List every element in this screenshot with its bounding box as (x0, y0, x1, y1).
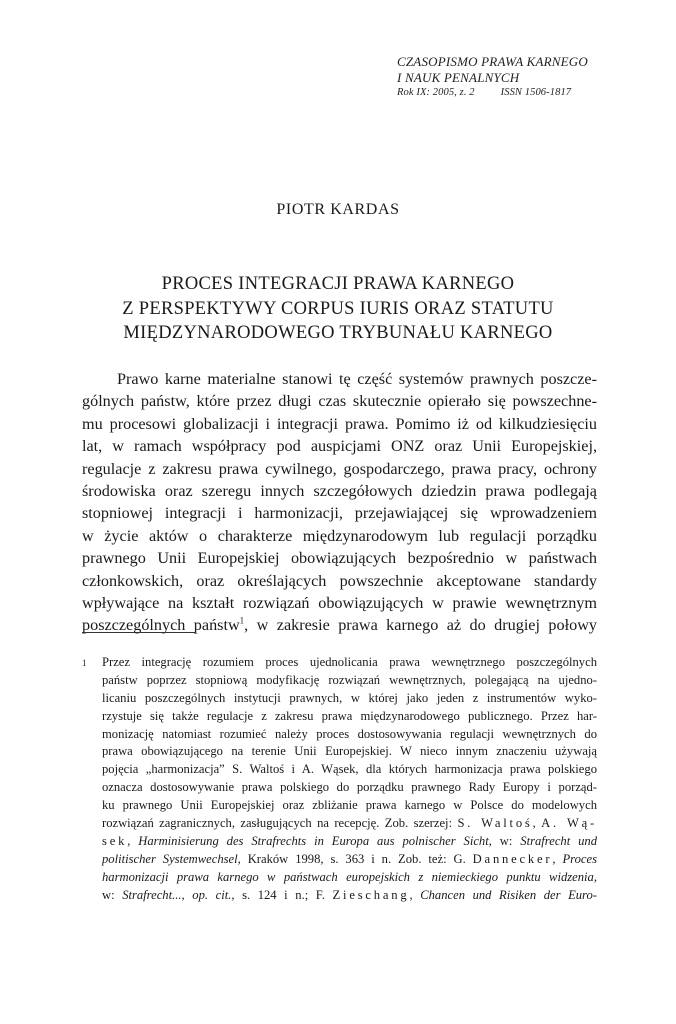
body-text-segment: , w zakresie prawa karnego aż do drugiej połowy (244, 616, 597, 635)
footnote-line (82, 851, 597, 869)
footnote-line: pojęcia „harmonizacja” S. Waltoś i A. Wąsek, dla których harmonizacja prawa polskiego (102, 762, 597, 777)
body-line: prawnego Unii Europejskiej obowiązujących bezpośrednio w państwach (82, 549, 597, 568)
body-line-last (82, 614, 597, 636)
footnote-line: licaniu poszczególnych instytucji prawnych, w której jako jeden z instrumentów wyko- (102, 690, 597, 705)
footnote-text-segment: , (127, 833, 139, 848)
footnote-number: 1 (82, 658, 87, 668)
footnote-line: państw poprzez stopniową modyfikację rozwiązań wewnętrznych, polegającą na ujedno- (102, 672, 597, 687)
body-line: regulacje z zakresu prawa cywilnego, gospodarczego, prawa pracy, ochrony (82, 459, 597, 478)
body-line: środowiska oraz szeregu innych szczegółowych dziedzin prawa podlegają (82, 481, 597, 500)
footnote-line (82, 815, 597, 833)
cited-author: Dannecker (472, 851, 553, 866)
cited-title: harmonizacji prawa karnego w państwach europejskich z niemieckiego punktu widzenia (102, 869, 594, 884)
body-line: wpływające na kształt rozwiązań obowiązujących w prawie wewnętrznym (82, 593, 597, 612)
footnote-line: monizację natomiast rozumieć należy proces dostosowywania regulacji wewnętrznych do (102, 726, 597, 741)
footnote-text-segment: w: (102, 887, 123, 902)
cited-author: Zieschang (332, 887, 410, 902)
body-text-segment: poszczególnych państw (82, 616, 240, 635)
cited-title: politischer Systemwechsel (102, 851, 238, 866)
article-title (60, 272, 616, 346)
footnote-text-segment: , Kraków 1998, s. 363 i n. Zob. też: G. (237, 851, 466, 866)
footnote-line (82, 833, 597, 851)
footnote-text-segment: , (532, 816, 542, 831)
footnote-line: oznacza dostosowywanie prawa polskiego do porządku prawnego Rady Europy i porząd- (102, 780, 597, 795)
cited-title: Harminisierung des Strafrechts in Europa aus polnischer Sicht (138, 833, 489, 848)
cited-title: op. cit. (192, 887, 232, 902)
footnote-divider (82, 632, 196, 633)
cited-author: S. Waltoś (457, 816, 533, 831)
footnote-line: rzystuje się także regulacje z zakresu prawa międzynarodowego publicznego. Przez har- (102, 708, 597, 723)
body-line: Prawo karne materialne stanowi tę część systemów prawnych poszcze- (117, 370, 597, 388)
footnote-text-segment: rozwiązań zagranicznych, zasługujących na recepcję. Zob. szerzej: (102, 816, 453, 831)
footnote-text-segment: , (409, 887, 421, 902)
journal-issue-info (397, 86, 637, 100)
footnote-text-segment: , (552, 851, 563, 866)
body-line: członkowskich, oraz określających powszechnie akceptowane standardy (82, 571, 597, 590)
footnote-line: Przez integrację rozumiem proces ujednolicania prawa wewnętrznego poszczególnych (102, 655, 597, 669)
footnote-text-segment: , (181, 887, 193, 902)
footnote-reference[interactable]: 1 (239, 615, 245, 626)
author-name: PIOTR KARDAS (276, 201, 400, 218)
title-line: Z PERSPEKTYWY CORPUS IURIS ORAZ STATUTU (122, 298, 554, 319)
cited-author: sek (102, 833, 128, 848)
footnote-line: ku prawnego Unii Europejskiej oraz zbliżanie prawa karnego w Polsce do modelowych (102, 798, 597, 813)
body-line: lat, w ramach współpracy pod auspicjami ONZ oraz Unii Europejskiej, (82, 437, 597, 456)
cited-title: Chancen und Risiken der Euro- (420, 887, 597, 902)
footnote-line (82, 869, 597, 887)
body-paragraph (82, 368, 597, 637)
footnote-text-segment: , w: (488, 833, 521, 848)
footnote-line (82, 887, 597, 905)
issue-number: Rok IX: 2005, z. 2 (397, 87, 475, 98)
journal-title-line2: I NAUK PENALNYCH (397, 70, 520, 85)
issn-number: ISSN 1506-1817 (500, 87, 572, 98)
cited-title: Strafrecht... (122, 887, 182, 902)
journal-header (397, 54, 637, 100)
title-line: PROCES INTEGRACJI PRAWA KARNEGO (161, 274, 515, 294)
footnote-text-segment: , s. 124 i n.; F. (231, 887, 325, 902)
title-line: MIĘDZYNARODOWEGO TRYBUNAŁU KARNEGO (123, 323, 553, 343)
footnote-text-segment: , (593, 869, 597, 884)
body-line: w życie aktów o charakterze międzynarodowym lub regulacji porządku (82, 526, 597, 545)
footnote (82, 654, 597, 904)
cited-title: Proces (562, 851, 597, 866)
body-line: gólnych państw, które przez długi czas skutecznie opierało się powszechne- (82, 392, 597, 411)
cited-author: A. Wą- (541, 816, 598, 831)
body-line: mu procesowi globalizacji i integracji prawa. Pomimo iż od kilkudziesięciu (82, 414, 597, 433)
footnote-line: prawa obowiązującego na terenie Unii Europejskiej. W nieco innym znaczeniu używają (102, 744, 597, 759)
body-line: stopniowej integracji i harmonizacji, przejawiającej się wprowadzeniem (82, 504, 597, 523)
journal-title-line1: CZASOPISMO PRAWA KARNEGO (397, 54, 588, 69)
cited-title: Strafrecht und (520, 833, 598, 848)
